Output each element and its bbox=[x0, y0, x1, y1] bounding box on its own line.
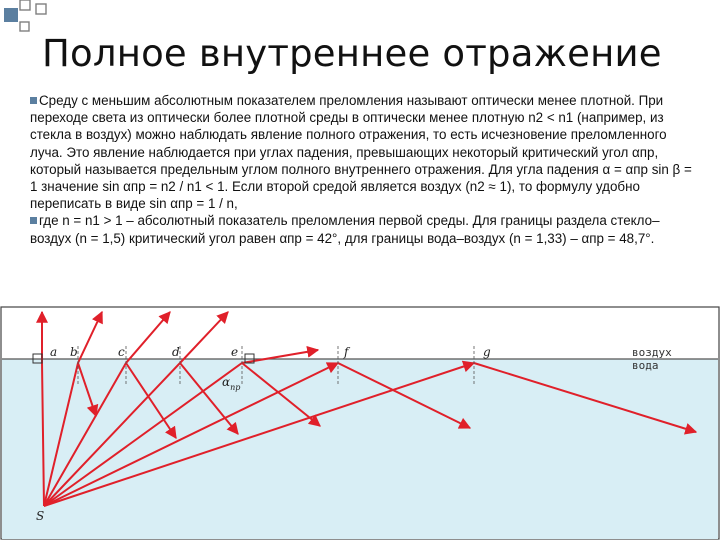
paragraph-1 bbox=[30, 92, 698, 212]
medium-air-label: воздух bbox=[632, 346, 672, 359]
source-label-s: S bbox=[36, 509, 45, 523]
total-internal-reflection-diagram bbox=[0, 306, 720, 540]
deco-square bbox=[36, 4, 46, 14]
medium-water-label: вода bbox=[632, 359, 659, 372]
deco-square bbox=[20, 0, 30, 10]
point-label-d: d bbox=[172, 345, 180, 359]
slide-body bbox=[30, 92, 698, 247]
point-label-b: b bbox=[70, 345, 78, 359]
bullet-icon bbox=[30, 97, 37, 104]
bullet-icon bbox=[30, 217, 37, 224]
slide-title: Полное внутреннее отражение bbox=[42, 32, 662, 75]
point-label-g: g bbox=[483, 345, 491, 359]
point-label-a: a bbox=[50, 345, 58, 359]
point-label-c: c bbox=[118, 345, 125, 359]
angle-symbol: α bbox=[222, 375, 231, 389]
paragraph-1-text: Среду с меньшим абсолютным показателем преломления называют оптически менее плотной. При переходе света из оптически более плотной среды в оптически менее плотную n2 < n1 (например, из стекла в воздух) можно наблюдать явление полного отражения, то есть исчезновение преломленного луча. Это явление наблюдается при углах падения, превышающих некоторый критический угол αпр, который называется предельным углом полного внутреннего отражения. Для угла падения α = αпр sin β = 1 значение sin αпр = n2 / n1 < 1. Если второй средой является воздух (n2 ≈ 1), то формулу удобно переписать в виде sin αпр = 1 / n, bbox=[30, 93, 692, 212]
paragraph-2 bbox=[30, 212, 698, 246]
water-region bbox=[2, 359, 718, 539]
deco-square bbox=[20, 22, 29, 31]
point-label-e: e bbox=[231, 345, 239, 359]
point-label-f: f bbox=[344, 345, 349, 359]
deco-square bbox=[4, 8, 18, 22]
paragraph-2-text: где n = n1 > 1 – абсолютный показатель преломления первой среды. Для границы раздела стекло–воздух (n = 1,5) критический угол равен αпр = 42°, для границы вода–воздух (n = 1,33) – αпр = 48,7°. bbox=[30, 213, 660, 246]
angle-subscript: пр bbox=[230, 383, 241, 392]
